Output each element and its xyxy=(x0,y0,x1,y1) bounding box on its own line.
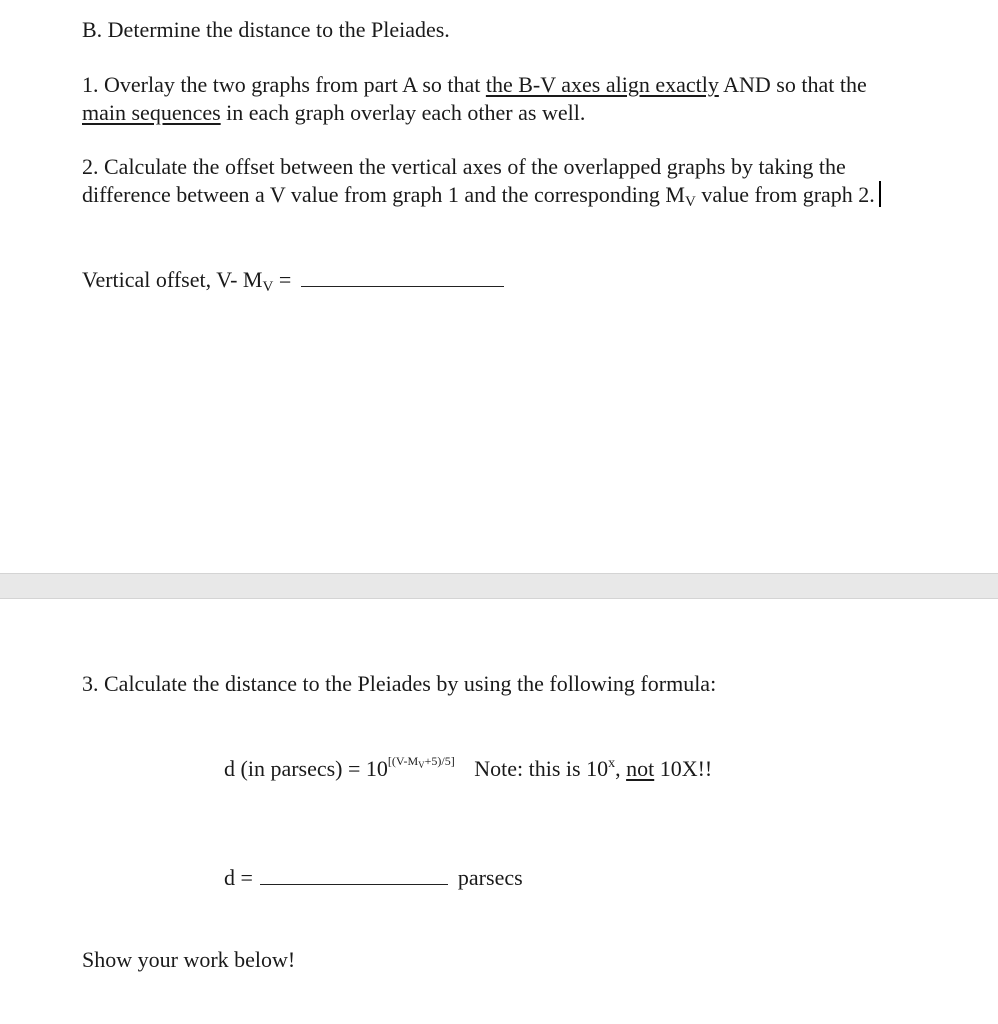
step3-text: 3. Calculate the distance to the Pleiades by using the following formula: xyxy=(82,671,717,696)
step1-prefix: 1. Overlay the two graphs from part A so that xyxy=(82,72,486,97)
distance-label: d = xyxy=(224,865,253,890)
formula-lhs: d (in parsecs) = 10 xyxy=(224,756,388,781)
distance-answer-row xyxy=(224,864,523,892)
vertical-offset-row xyxy=(82,266,504,297)
distance-answer-field[interactable] xyxy=(260,864,448,885)
page-break xyxy=(0,573,998,599)
formula-note: Note: this is 10$^x$, not 10X!! xyxy=(474,756,713,781)
step1-underline-main-sequences: main sequences xyxy=(82,100,221,125)
step1-line2 xyxy=(82,99,585,127)
step2-line2-suffix: value from graph 2. xyxy=(695,182,875,207)
vertical-offset-answer-field[interactable] xyxy=(301,266,504,287)
step1-middle: AND so that the xyxy=(718,72,867,97)
formula-exponent: [(V-MV+5)/5] xyxy=(387,754,455,770)
text-cursor xyxy=(879,181,881,207)
distance-formula xyxy=(224,755,712,787)
step2-line1: 2. Calculate the offset between the vertical axes of the overlapped graphs by taking the xyxy=(82,154,846,179)
offset-subscript-v: V xyxy=(262,279,274,295)
show-work-instruction: Show your work below! xyxy=(82,947,296,972)
vertical-offset-label: Vertical offset, V- M xyxy=(82,267,263,292)
step2-line2 xyxy=(82,181,881,212)
section-heading: B. Determine the distance to the Pleiades. xyxy=(82,17,450,42)
offset-equals: = xyxy=(273,267,292,292)
step2-line2-prefix: difference between a V value from graph 1 and the corresponding M xyxy=(82,182,685,207)
distance-unit: parsecs xyxy=(457,865,523,890)
step2-subscript-v: V xyxy=(684,194,696,210)
step1-suffix: in each graph overlay each other as well. xyxy=(220,100,586,125)
step1-underline-axes: the B-V axes align exactly xyxy=(485,72,719,97)
step1-line1 xyxy=(82,71,867,99)
